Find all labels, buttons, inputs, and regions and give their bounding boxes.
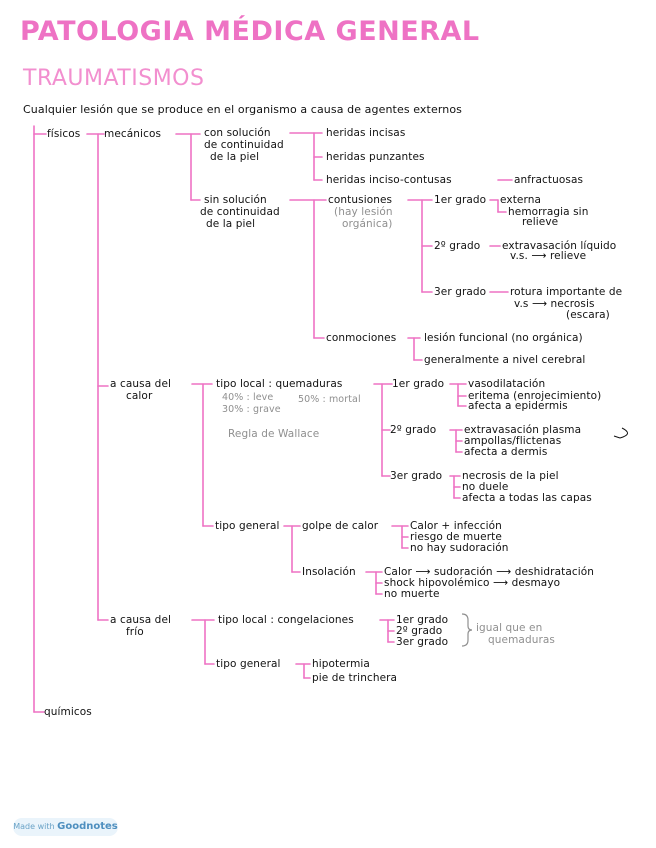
q2-dermis: afecta a dermis — [464, 446, 548, 458]
quem-grave: 30% : grave — [222, 404, 281, 415]
quimicos-label: químicos — [44, 706, 92, 718]
grado1-relieve: relieve — [522, 216, 559, 228]
q2-extravasacion: extravasación plasma — [464, 424, 582, 436]
quem-grado-1: 1er grado — [392, 378, 445, 390]
contusion-grado-2: 2º grado — [434, 240, 481, 252]
badge-brand: Goodnotes — [57, 821, 118, 832]
anfractuosas: anfractuosas — [514, 174, 584, 186]
conmociones-lesion: lesión funcional (no orgánica) — [424, 332, 583, 344]
golpe-de-calor: golpe de calor — [302, 520, 379, 532]
grado1-hemorragia: hemorragia sin — [508, 206, 589, 218]
grado3-rotura: rotura importante de — [510, 286, 623, 298]
heridas-incisas: heridas incisas — [326, 127, 406, 139]
insol-item-3: no muerte — [384, 588, 440, 600]
conmociones-cerebral: generalmente a nivel cerebral — [424, 354, 586, 366]
cong-grado-2: 2º grado — [396, 625, 443, 637]
sin-solucion-line3: de la piel — [206, 218, 256, 230]
tipo-general-frio: tipo general — [216, 658, 281, 670]
tipo-local-quemaduras: tipo local : quemaduras — [216, 378, 343, 390]
quem-leve: 40% : leve — [222, 392, 274, 403]
quem-grado-2: 2º grado — [390, 424, 437, 436]
q1-epidermis: afecta a epidermis — [468, 400, 568, 412]
intro-text: Cualquier lesión que se produce en el organismo a causa de agentes externos — [23, 103, 462, 116]
quem-mortal: 50% : mortal — [298, 394, 361, 405]
pie-de-trinchera: pie de trinchera — [312, 672, 398, 684]
insol-item-2: shock hipovolémico ⟶ desmayo — [384, 577, 561, 589]
sin-solucion-line1: sin solución — [204, 194, 267, 206]
insol-item-1: Calor ⟶ sudoración ⟶ deshidratación — [384, 566, 595, 578]
grado2-extravasacion: extravasación líquido — [502, 240, 617, 252]
calor-line1: a causa del — [110, 378, 172, 390]
q3-no-duele: no duele — [462, 481, 509, 493]
fisicos-label: físicos — [47, 128, 81, 140]
calor-line2: calor — [126, 390, 153, 402]
goodnotes-badge — [13, 818, 118, 836]
cong-note-2: quemaduras — [488, 634, 555, 646]
contusion-grado-3: 3er grado — [434, 286, 487, 298]
cong-grado-1: 1er grado — [396, 614, 449, 626]
con-solucion-line3: de la piel — [210, 151, 260, 163]
heridas-punzantes: heridas punzantes — [326, 151, 425, 163]
badge-prefix: Made with — [13, 822, 55, 831]
grado2-relieve: v.s. ⟶ relieve — [510, 250, 587, 262]
sin-solucion-line2: de continuidad — [200, 206, 280, 218]
contusiones-note-1: (hay lesión — [334, 206, 393, 218]
insolacion-label: Insolación — [302, 566, 356, 578]
heridas-inciso-contusas: heridas inciso-contusas — [326, 174, 452, 186]
contusiones-note-2: orgánica) — [342, 218, 393, 230]
grado1-externa: externa — [500, 194, 541, 206]
con-solucion-line2: de continuidad — [204, 139, 284, 151]
section-subtitle: TRAUMATISMOS — [23, 66, 205, 91]
golpe-item-2: riesgo de muerte — [410, 531, 502, 543]
q1-vasodilatacion: vasodilatación — [468, 378, 546, 390]
q2-ampollas: ampollas/flictenas — [464, 435, 562, 447]
golpe-item-1: Calor + infección — [410, 520, 502, 532]
cong-grado-3: 3er grado — [396, 636, 449, 648]
frio-line2: frío — [126, 626, 144, 638]
conmociones-label: conmociones — [326, 332, 397, 344]
contusion-grado-1: 1er grado — [434, 194, 487, 206]
q3-necrosis: necrosis de la piel — [462, 470, 559, 482]
golpe-item-3: no hay sudoración — [410, 542, 509, 554]
q3-capas: afecta a todas las capas — [462, 492, 592, 504]
frio-line1: a causa del — [110, 614, 172, 626]
page-title: PATOLOGIA MÉDICA GENERAL — [20, 16, 480, 47]
quem-grado-3: 3er grado — [390, 470, 443, 482]
grado3-escara: (escara) — [566, 309, 610, 321]
con-solucion-line1: con solución — [204, 127, 271, 139]
q1-eritema: eritema (enrojecimiento) — [468, 390, 602, 402]
grado3-necrosis: v.s ⟶ necrosis — [514, 298, 595, 310]
tipo-general-calor: tipo general — [215, 520, 280, 532]
regla-wallace: Regla de Wallace — [228, 428, 320, 440]
cong-note-1: igual que en — [476, 622, 543, 634]
tipo-local-congelaciones: tipo local : congelaciones — [218, 614, 354, 626]
hipotermia: hipotermia — [312, 658, 370, 670]
contusiones-label: contusiones — [328, 194, 393, 206]
mecanicos-label: mecánicos — [104, 128, 162, 140]
